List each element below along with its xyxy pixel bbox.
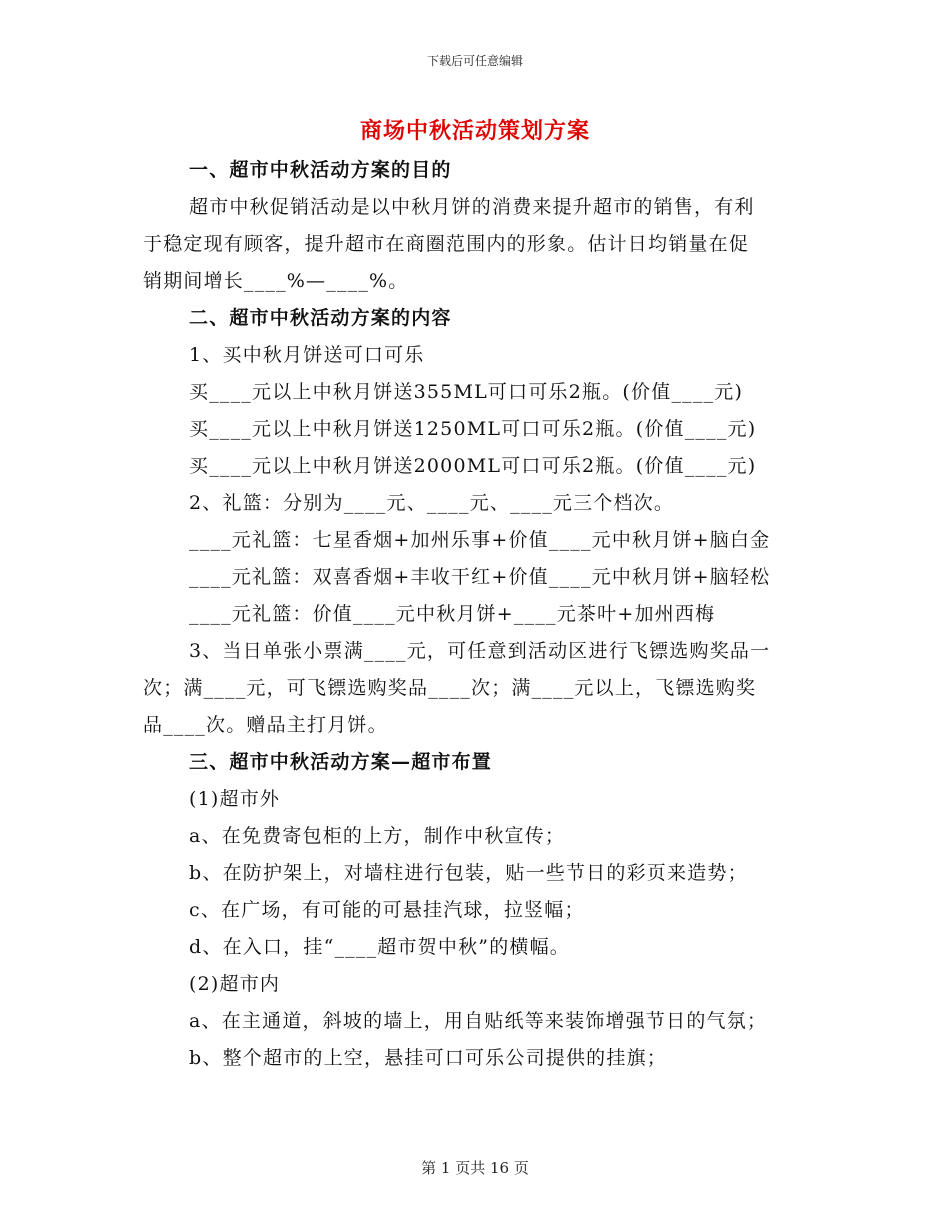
list-item: 1、买中秋月饼送可口可乐 — [189, 344, 425, 366]
list-item: b、在防护架上，对墙柱进行包装，贴一些节日的彩页来造势； — [189, 862, 748, 884]
paragraph-line: 超市中秋促销活动是以中秋月饼的消费来提升超市的销售，有利 — [189, 196, 755, 218]
list-item: ____元礼篮：双喜香烟+丰收干红+价值____元中秋月饼+脑轻松 — [189, 566, 771, 588]
header-note: 下载后可任意编辑 — [426, 54, 523, 68]
list-item: 买____元以上中秋月饼送1250ML可口可乐2瓶。(价值____元) — [189, 418, 757, 440]
paragraph-line: 次；满____元，可飞镖选购奖品____次；满____元以上，飞镖选购奖 — [143, 677, 757, 699]
document-body — [143, 152, 813, 1077]
paragraph-line: 销期间增长____%—____%。 — [143, 270, 409, 292]
subsection-title: (1)超市外 — [189, 788, 281, 810]
section-heading-layout: 三、超市中秋活动方案—超市布置 — [189, 751, 493, 773]
list-item: 买____元以上中秋月饼送355ML可口可乐2瓶。(价值____元) — [189, 381, 744, 403]
document-title: 商场中秋活动策划方案 — [359, 118, 590, 144]
list-item: ____元礼篮：价值____元中秋月饼+____元茶叶+加州西梅 — [189, 603, 716, 625]
list-item: a、在免费寄包柜的上方，制作中秋宣传； — [189, 825, 566, 847]
section-heading-purpose: 一、超市中秋活动方案的目的 — [189, 159, 452, 181]
page-footer: 第 1 页共 16 页 — [421, 1159, 529, 1177]
paragraph-line: 3、当日单张小票满____元，可任意到活动区进行飞镖选购奖品一 — [189, 640, 771, 662]
list-item: b、整个超市的上空，悬挂可口可乐公司提供的挂旗； — [189, 1047, 667, 1069]
list-item: ____元礼篮：七星香烟+加州乐事+价值____元中秋月饼+脑白金 — [189, 529, 771, 551]
list-item: d、在入口，挂“____超市贺中秋”的横幅。 — [189, 936, 570, 958]
list-item: 2、礼篮：分别为____元、____元、____元三个档次。 — [189, 492, 675, 514]
list-item: a、在主通道，斜坡的墙上，用自贴纸等来装饰增强节日的气氛； — [189, 1010, 768, 1032]
section-heading-content: 二、超市中秋活动方案的内容 — [189, 307, 452, 329]
paragraph-line: 品____次。赠品主打月饼。 — [143, 714, 388, 736]
paragraph-line: 于稳定现有顾客，提升超市在商圈范围内的形象。估计日均销量在促 — [143, 233, 750, 255]
list-item: c、在广场，有可能的可悬挂汽球，拉竖幅； — [189, 899, 585, 921]
list-item: 买____元以上中秋月饼送2000ML可口可乐2瓶。(价值____元) — [189, 455, 757, 477]
subsection-title: (2)超市内 — [189, 973, 281, 995]
